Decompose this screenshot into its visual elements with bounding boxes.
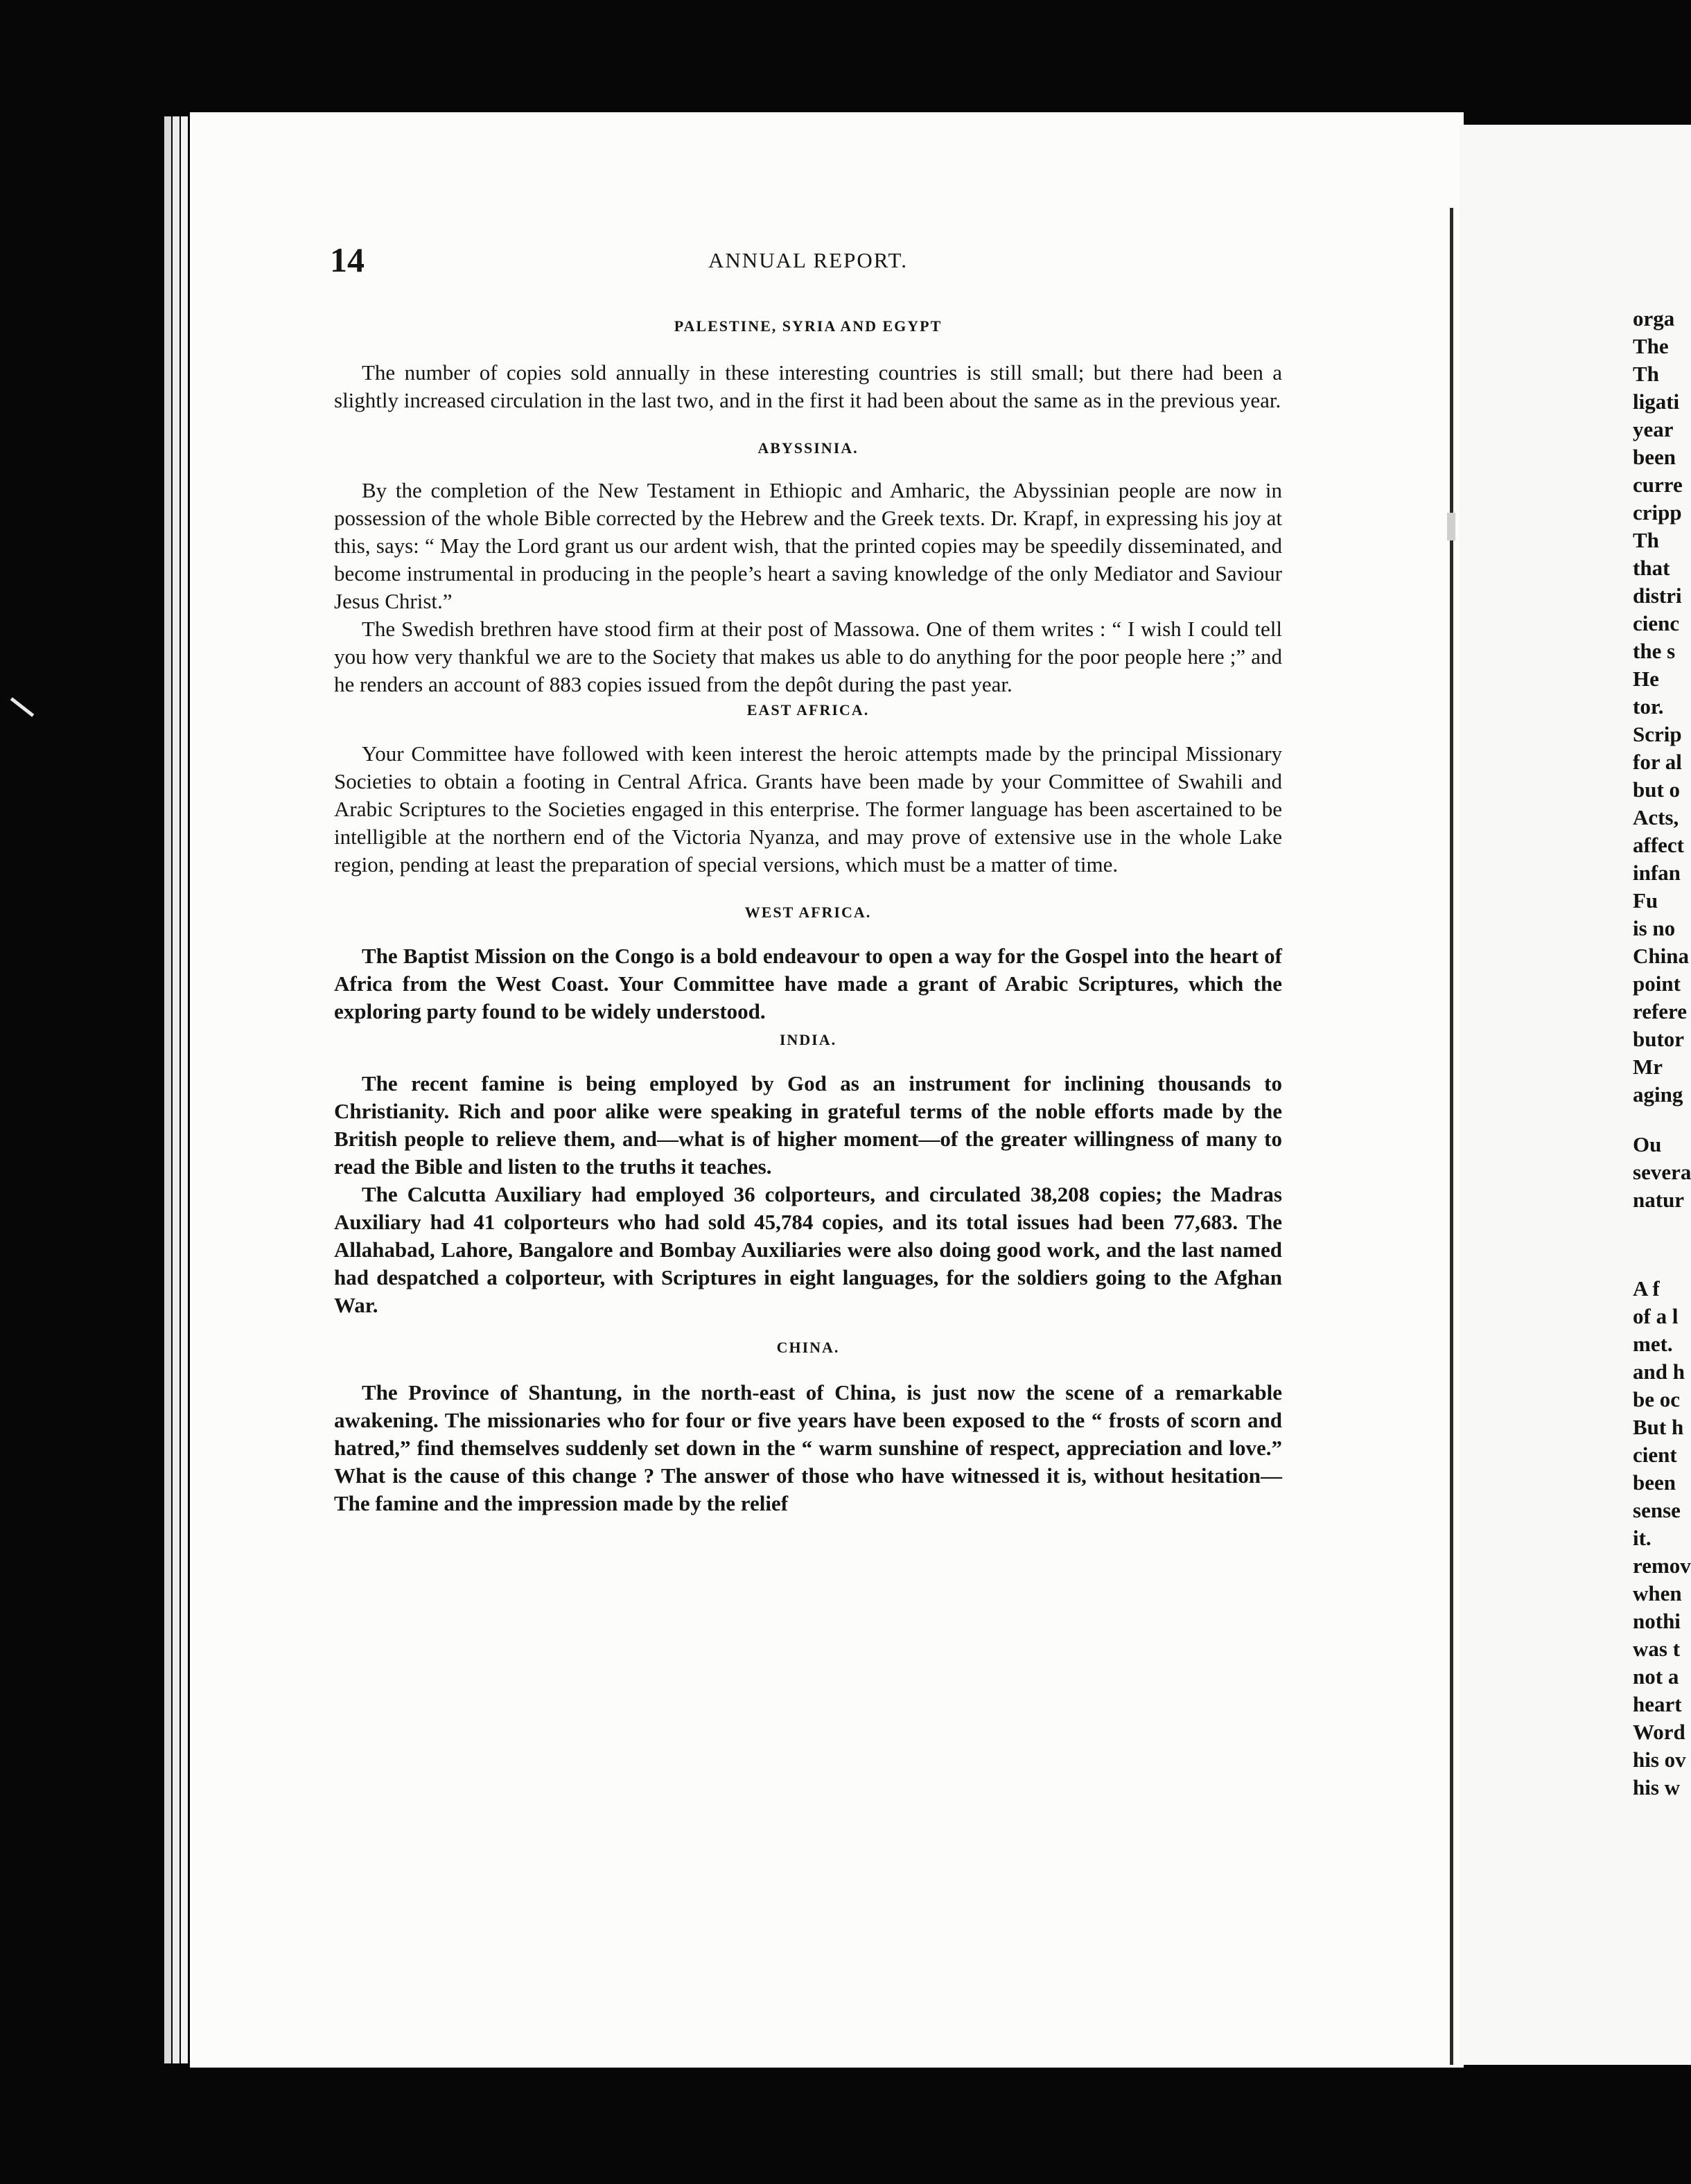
- fragment-line: cripp: [1633, 500, 1682, 525]
- fragment-line: The: [1633, 334, 1669, 358]
- fragment-line: it.: [1633, 1526, 1651, 1550]
- fragment-line: Th: [1633, 528, 1659, 552]
- fragment-line: been: [1633, 1470, 1676, 1495]
- report-text-column: [330, 240, 1282, 1517]
- paragraph: The Province of Shantung, in the north-east of China, is just now the scene of a remarkable awakening. The missionaries who for four or five years have been exposed to the “ frosts of scorn and hatred,” find themselves suddenly set down in the “ warm sunshine of respect, appreciation and love.” What is the cause of this change ? The answer of those who have witnessed it is, without hesitation—The famine and the impression made by the relief: [334, 1380, 1282, 1515]
- fragment-line: curre: [1633, 473, 1683, 497]
- section-abyssinia: [334, 441, 1282, 698]
- paragraph: Your Committee have followed with keen interest the heroic attempts made by the principal Missionary Societies to obtain a footing in Central Africa. Grants have been made by your Committee of Swahili and Arabic Scriptures to the Societies engaged in this enterprise. The former language has been ascertained to be intelligible at the northern end of the Victoria Nyanza, and may prove of extensive use in the whole Lake region, pending at least the preparation of special versions, which must be a matter of time.: [334, 741, 1282, 877]
- fragment-line: He: [1633, 667, 1659, 691]
- fragment-line: Th: [1633, 362, 1659, 386]
- fragment-line: Ou: [1633, 1132, 1662, 1156]
- page-stack-edge: [173, 116, 179, 2063]
- fragment-line: point: [1633, 971, 1681, 996]
- fragment-line: his w: [1633, 1775, 1681, 1799]
- fragment-line: orga: [1633, 306, 1675, 331]
- section-heading: PALESTINE, SYRIA AND EGYPT: [674, 317, 943, 335]
- paragraph: The Baptist Mission on the Congo is a bold endeavour to open a way for the Gospel into the heart of Africa from the West Coast. Your Committee have made a grant of Arabic Scriptures, which the exploring party found to be widely understood.: [334, 944, 1282, 1023]
- section-palestine: [334, 319, 1282, 414]
- fragment-line: But h: [1633, 1415, 1684, 1439]
- section-heading: CHINA.: [776, 1339, 840, 1356]
- fragment-line: affect: [1633, 833, 1684, 857]
- facing-page-fragments: [1633, 305, 1691, 1802]
- fragment-line: China: [1633, 944, 1689, 968]
- fragment-line: sense: [1633, 1498, 1681, 1522]
- fragment-line: and h: [1633, 1359, 1685, 1384]
- paragraph: The Calcutta Auxiliary had employed 36 colporteurs, and circulated 38,208 copies; the Madras Auxiliary had 41 colporteurs who had sold 45,784 copies, and its total issues had been 77,683. The Allahabad, Lahore, Bangalore and Bombay Auxiliaries were also doing good work, and the last named had despatched a colporteur, with Scriptures in eight languages, for the soldiers going to the Afghan War.: [334, 1182, 1282, 1317]
- fragment-line: that: [1633, 556, 1670, 580]
- fragment-line: aging: [1633, 1082, 1683, 1107]
- scan-artifact: [1447, 513, 1455, 540]
- section-china: [334, 1340, 1282, 1517]
- fragment-line: his ov: [1633, 1747, 1686, 1772]
- section-heading: INDIA.: [779, 1031, 837, 1048]
- book-gutter: [1450, 208, 1453, 2065]
- fragment-line: cient: [1633, 1443, 1677, 1467]
- fragment-line: Mr: [1633, 1055, 1663, 1079]
- fragment-line: for al: [1633, 750, 1682, 774]
- fragment-line: remov: [1633, 1553, 1691, 1578]
- fragment-line: infan: [1633, 861, 1681, 885]
- fragment-line: was t: [1633, 1637, 1681, 1661]
- section-east-africa: [334, 703, 1282, 879]
- fragment-line: A f: [1633, 1276, 1660, 1301]
- fragment-line: but o: [1633, 777, 1681, 802]
- fragment-line: been: [1633, 445, 1676, 469]
- fragment-line: Scrip: [1633, 722, 1682, 746]
- fragment-line: severa: [1633, 1160, 1691, 1184]
- fragment-line: nothi: [1633, 1609, 1681, 1633]
- paragraph: The number of copies sold annually in these interesting countries is still small; but there had been a slightly increased circulation in the last two, and in the first it had been about the same as in the previous year.: [334, 360, 1282, 412]
- fragment-line: distri: [1633, 583, 1682, 608]
- running-head: ANNUAL REPORT.: [708, 248, 908, 272]
- fragment-line: natur: [1633, 1188, 1685, 1212]
- fragment-line: heart: [1633, 1692, 1682, 1716]
- page-header: [330, 240, 1282, 285]
- fragment-line: of a l: [1633, 1304, 1679, 1328]
- fragment-line: met.: [1633, 1332, 1673, 1356]
- paragraph: The Swedish brethren have stood firm at their post of Massowa. One of them writes : “ I wish I could tell you how very thankful we are to the Society that makes us able to do anything for the poor people here ;” and he renders an account of 883 copies issued from the depôt during the past year.: [334, 617, 1282, 696]
- scan-artifact: [10, 697, 35, 717]
- fragment-line: year: [1633, 417, 1674, 441]
- fragment-line: Fu: [1633, 888, 1658, 913]
- page-stack-edge: [164, 116, 171, 2063]
- paragraph: By the completion of the New Testament in Ethiopic and Amharic, the Abyssinian people are now in possession of the whole Bible corrected by the Hebrew and the Greek texts. Dr. Krapf, in expressing his joy at this, says: “ May the Lord grant us our ardent wish, that the printed copies may be speedily disseminated, and become instrumental in producing in the people’s heart a saving knowledge of the only Mediator and Saviour Jesus Christ.”: [334, 478, 1282, 613]
- section-west-africa: [334, 905, 1282, 1025]
- fragment-line: ligati: [1633, 389, 1680, 414]
- fragment-line: tor.: [1633, 694, 1664, 719]
- fragment-line: Acts,: [1633, 805, 1679, 829]
- page-stack-edge: [181, 116, 188, 2063]
- fragment-line: not a: [1633, 1664, 1679, 1689]
- section-india: [334, 1032, 1282, 1319]
- fragment-line: cienc: [1633, 611, 1680, 635]
- section-heading: WEST AFRICA.: [744, 904, 872, 921]
- fragment-line: the s: [1633, 639, 1676, 663]
- page-number: 14: [330, 240, 365, 279]
- fragment-line: is no: [1633, 916, 1676, 940]
- paragraph: The recent famine is being employed by God as an instrument for inclining thousands to Christianity. Rich and poor alike were speaking in grateful terms of the noble efforts made by the British people to relieve them, and—what is of higher moment—of the greater willingness of many to read the Bible and listen to the truths it teaches.: [334, 1071, 1282, 1179]
- section-heading: ABYSSINIA.: [757, 439, 859, 457]
- fragment-line: be oc: [1633, 1387, 1681, 1411]
- section-heading: EAST AFRICA.: [746, 701, 870, 719]
- fragment-line: [1633, 1109, 1691, 1131]
- fragment-line: refere: [1633, 999, 1687, 1023]
- fragment-line: Word: [1633, 1720, 1685, 1744]
- fragment-line: [1633, 1214, 1691, 1275]
- fragment-line: butor: [1633, 1027, 1685, 1051]
- fragment-line: when: [1633, 1581, 1682, 1605]
